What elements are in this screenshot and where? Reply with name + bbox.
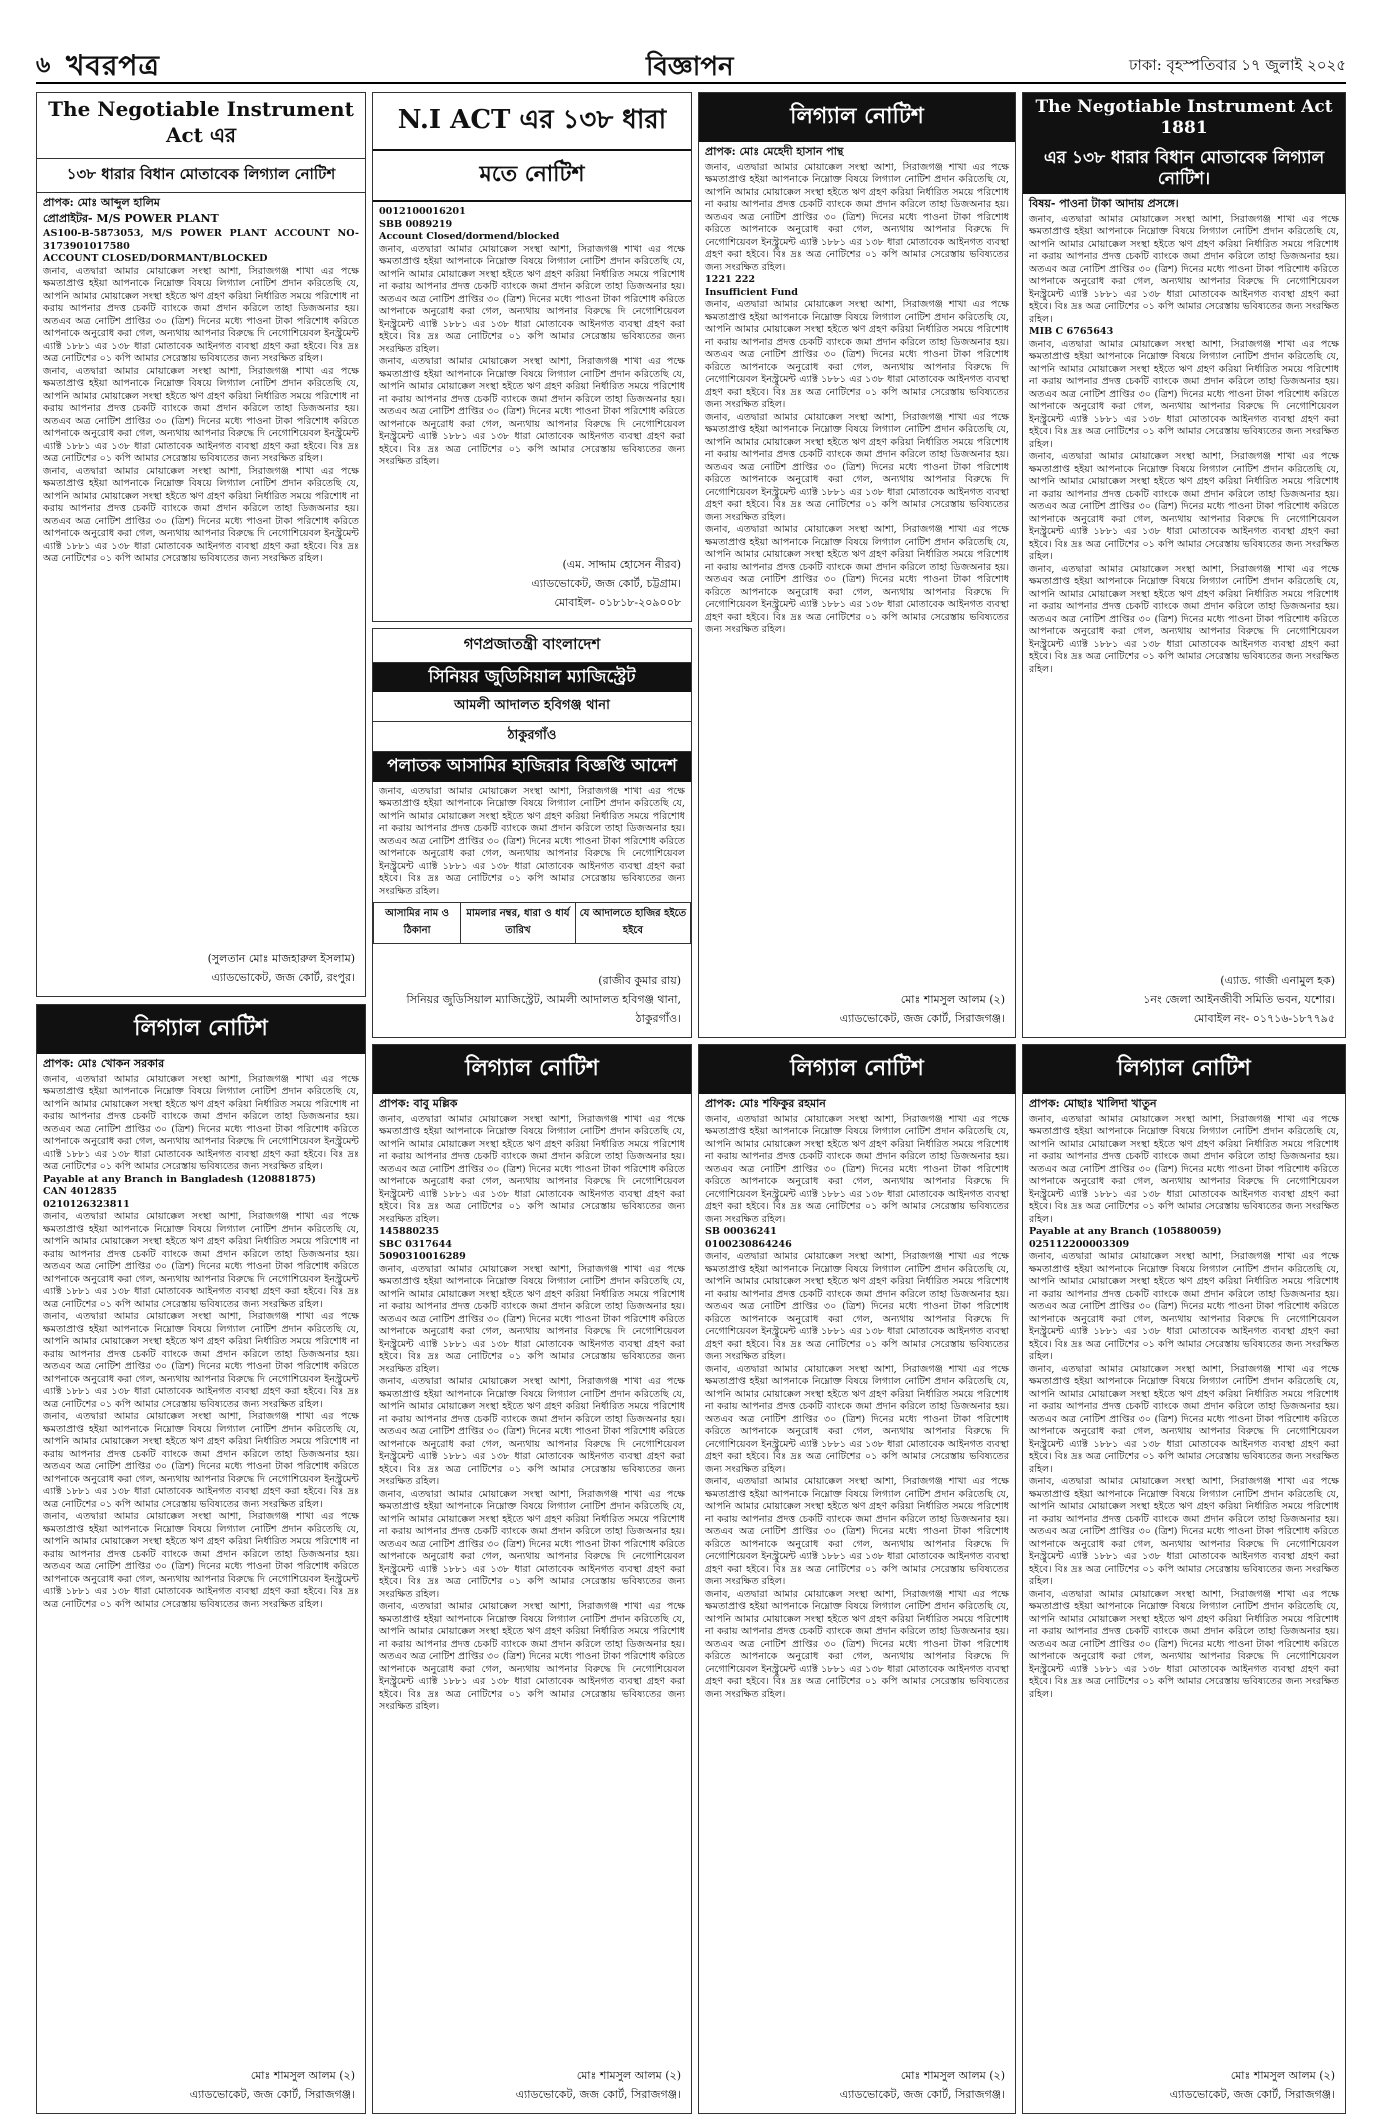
table-header: যে আদালতে হাজির হইতে হইবে	[575, 903, 690, 944]
publication-date: ঢাকা: বৃহস্পতিবার ১৭ জুলাই ২০২৫	[1129, 56, 1346, 74]
notice-body: প্রাপক: মোছাঃ খালিদা খাতুন জনাব, এতদ্বারা আমার মোয়াক্কেল সংস্থা আশা, সিরাজগঞ্জ শাখা এর পক্ষে ক্ষমতাপ্রাপ্ত হইয়া আপনাকে নিম্নোক্ত বিষয়ে লিগ্যাল নোটিশ প্রদান করিতেছি যে, আপনি আমার মোয়াক্কেল সংস্থা হইতে ঋণ গ্রহণ করিয়া নির্ধারিত সময়ে পরিশোধ না করায় আপনার প্রদত্ত চেকটি ব্যাংকে জমা প্রদান করিলে তাহা ডিজঅনার হয়। অতএব অত্র নোটিশ প্রাপ্তির ৩০ (ত্রিশ) দিনের মধ্যে পাওনা টাকা পরিশোধ করিতে আপনাকে অনুরোধ করা গেল, অন্যথায় আপনার বিরুদ্ধে দি নেগোশিয়েবল ইনস্ট্রুমেন্ট এ্যাক্ট ১৮৮১ এর ১৩৮ ধারা মোতাবেক আইনগত ব্যবস্থা গ্রহণ করা হইবে। বিঃ দ্রঃ অত্র নোটিশের ০১ কপি আমার সেরেস্তায় ভবিষ্যতের জন্য সংরক্ষিত রহিল। Payable at any Branch (105880059) 025112200003309 জনাব, এতদ্বারা আমার মোয়াক্কেল সংস্থা আশা, সিরাজগঞ্জ শাখা এর পক্ষে ক্ষমতাপ্রাপ্ত হইয়া আপনাকে নিম্নোক্ত বিষয়ে লিগ্যাল নোটিশ প্রদান করিতেছি যে, আপনি আমার মোয়াক্কেল সংস্থা হইতে ঋণ গ্রহণ করিয়া নির্ধারিত সময়ে পরিশোধ না করায় আপনার প্রদত্ত চেকটি ব্যাংকে জমা প্রদান করিলে তাহা ডিজঅনার হয়। অতএব অত্র নোটিশ প্রাপ্তির ৩০ (ত্রিশ) দিনের মধ্যে পাওনা টাকা পরিশোধ করিতে আপনাকে অনুরোধ করা গেল, অন্যথায় আপনার বিরুদ্ধে দি নেগোশিয়েবল ইনস্ট্রুমেন্ট এ্যাক্ট ১৮৮১ এর ১৩৮ ধারা মোতাবেক আইনগত ব্যবস্থা গ্রহণ করা হইবে। বিঃ দ্রঃ অত্র নোটিশের ০১ কপি আমার সেরেস্তায় ভবিষ্যতের জন্য সংরক্ষিত রহিল। জনাব, এতদ্বারা আমার মোয়াক্কেল সংস্থা আশা, সিরাজগঞ্জ শাখা এর পক্ষে ক্ষমতাপ্রাপ্ত হইয়া আপনাকে নিম্নোক্ত বিষয়ে লিগ্যাল নোটিশ প্রদান করিতেছি যে, আপনি আমার মোয়াক্কেল সংস্থা হইতে ঋণ গ্রহণ করিয়া নির্ধারিত সময়ে পরিশোধ না করায় আপনার প্রদত্ত চেকটি ব্যাংকে জমা প্রদান করিলে তাহা ডিজঅনার হয়। অতএব অত্র নোটিশ প্রাপ্তির ৩০ (ত্রিশ) দিনের মধ্যে পাওনা টাকা পরিশোধ করিতে আপনাকে অনুরোধ করা গেল, অন্যথায় আপনার বিরুদ্ধে দি নেগোশিয়েবল ইনস্ট্রুমেন্ট এ্যাক্ট ১৮৮১ এর ১৩৮ ধারা মোতাবেক আইনগত ব্যবস্থা গ্রহণ করা হইবে। বিঃ দ্রঃ অত্র নোটিশের ০১ কপি আমার সেরেস্তায় ভবিষ্যতের জন্য সংরক্ষিত রহিল। জনাব, এতদ্বারা আমার মোয়াক্কেল সংস্থা আশা, সিরাজগঞ্জ শাখা এর পক্ষে ক্ষমতাপ্রাপ্ত হইয়া আপনাকে নিম্নোক্ত বিষয়ে লিগ্যাল নোটিশ প্রদান করিতেছি যে, আপনি আমার মোয়াক্কেল সংস্থা হইতে ঋণ গ্রহণ করিয়া নির্ধারিত সময়ে পরিশোধ না করায় আপনার প্রদত্ত চেকটি ব্যাংকে জমা প্রদান করিলে তাহা ডিজঅনার হয়। অতএব অত্র নোটিশ প্রাপ্তির ৩০ (ত্রিশ) দিনের মধ্যে পাওনা টাকা পরিশোধ করিতে আপনাকে অনুরোধ করা গেল, অন্যথায় আপনার বিরুদ্ধে দি নেগোশিয়েবল ইনস্ট্রুমেন্ট এ্যাক্ট ১৮৮১ এর ১৩৮ ধারা মোতাবেক আইনগত ব্যবস্থা গ্রহণ করা হইবে। বিঃ দ্রঃ অত্র নোটিশের ০১ কপি আমার সেরেস্তায় ভবিষ্যতের জন্য সংরক্ষিত রহিল। জনাব, এতদ্বারা আমার মোয়াক্কেল সংস্থা আশা, সিরাজগঞ্জ শাখা এর পক্ষে ক্ষমতাপ্রাপ্ত হইয়া আপনাকে নিম্নোক্ত বিষয়ে লিগ্যাল নোটিশ প্রদান করিতেছি যে, আপনি আমার মোয়াক্কেল সংস্থা হইতে ঋণ গ্রহণ করিয়া নির্ধারিত সময়ে পরিশোধ না করায় আপনার প্রদত্ত চেকটি ব্যাংকে জমা প্রদান করিলে তাহা ডিজঅনার হয়। অতএব অত্র নোটিশ প্রাপ্তির ৩০ (ত্রিশ) দিনের মধ্যে পাওনা টাকা পরিশোধ করিতে আপনাকে অনুরোধ করা গেল, অন্যথায় আপনার বিরুদ্ধে দি নেগোশিয়েবল ইনস্ট্রুমেন্ট এ্যাক্ট ১৮৮১ এর ১৩৮ ধারা মোতাবেক আইনগত ব্যবস্থা গ্রহণ করা হইবে। বিঃ দ্রঃ অত্র নোটিশের ০১ কপি আমার সেরেস্তায় ভবিষ্যতের জন্য সংরক্ষিত রহিল।	[1029, 1097, 1339, 1700]
notice-title-bn: এর ১৩৮ ধারার বিধান মোতাবেক লিগ্যাল নোটিশ।	[1023, 144, 1345, 195]
table-header: আসামির নাম ও ঠিকানা	[374, 903, 461, 944]
notice-signature: (সুলতান মোঃ মাজহারুল ইসলাম) এ্যাডভোকেট, জজ কোর্ট, রংপুর।	[207, 952, 355, 984]
legal-notice-mid-center	[372, 1044, 692, 2114]
notice-banner: লিগ্যাল নোটিশ	[699, 93, 1015, 142]
court-title-5: পলাতক আসামির হাজিরার বিজ্ঞপ্তি আদেশ	[373, 752, 691, 781]
court-table	[373, 902, 691, 944]
notice-banner: লিগ্যাল নোটিশ	[373, 1045, 691, 1094]
notice-title-en: The Negotiable Instrument Act এর	[37, 93, 365, 159]
notice-ni-act-2	[372, 92, 692, 622]
legal-notice-top-right	[698, 92, 1016, 1038]
notice-signature: মোঃ শামসুল আলম (২) এ্যাডভোকেট, জজ কোর্ট, সিরাজগঞ্জ।	[839, 993, 1005, 1025]
notice-body: প্রাপক: মোঃ শফিকুর রহমান জনাব, এতদ্বারা আমার মোয়াক্কেল সংস্থা আশা, সিরাজগঞ্জ শাখা এর পক্ষে ক্ষমতাপ্রাপ্ত হইয়া আপনাকে নিম্নোক্ত বিষয়ে লিগ্যাল নোটিশ প্রদান করিতেছি যে, আপনি আমার মোয়াক্কেল সংস্থা হইতে ঋণ গ্রহণ করিয়া নির্ধারিত সময়ে পরিশোধ না করায় আপনার প্রদত্ত চেকটি ব্যাংকে জমা প্রদান করিলে তাহা ডিজঅনার হয়। অতএব অত্র নোটিশ প্রাপ্তির ৩০ (ত্রিশ) দিনের মধ্যে পাওনা টাকা পরিশোধ করিতে আপনাকে অনুরোধ করা গেল, অন্যথায় আপনার বিরুদ্ধে দি নেগোশিয়েবল ইনস্ট্রুমেন্ট এ্যাক্ট ১৮৮১ এর ১৩৮ ধারা মোতাবেক আইনগত ব্যবস্থা গ্রহণ করা হইবে। বিঃ দ্রঃ অত্র নোটিশের ০১ কপি আমার সেরেস্তায় ভবিষ্যতের জন্য সংরক্ষিত রহিল। SB 00036241 0100230864246 জনাব, এতদ্বারা আমার মোয়াক্কেল সংস্থা আশা, সিরাজগঞ্জ শাখা এর পক্ষে ক্ষমতাপ্রাপ্ত হইয়া আপনাকে নিম্নোক্ত বিষয়ে লিগ্যাল নোটিশ প্রদান করিতেছি যে, আপনি আমার মোয়াক্কেল সংস্থা হইতে ঋণ গ্রহণ করিয়া নির্ধারিত সময়ে পরিশোধ না করায় আপনার প্রদত্ত চেকটি ব্যাংকে জমা প্রদান করিলে তাহা ডিজঅনার হয়। অতএব অত্র নোটিশ প্রাপ্তির ৩০ (ত্রিশ) দিনের মধ্যে পাওনা টাকা পরিশোধ করিতে আপনাকে অনুরোধ করা গেল, অন্যথায় আপনার বিরুদ্ধে দি নেগোশিয়েবল ইনস্ট্রুমেন্ট এ্যাক্ট ১৮৮১ এর ১৩৮ ধারা মোতাবেক আইনগত ব্যবস্থা গ্রহণ করা হইবে। বিঃ দ্রঃ অত্র নোটিশের ০১ কপি আমার সেরেস্তায় ভবিষ্যতের জন্য সংরক্ষিত রহিল। জনাব, এতদ্বারা আমার মোয়াক্কেল সংস্থা আশা, সিরাজগঞ্জ শাখা এর পক্ষে ক্ষমতাপ্রাপ্ত হইয়া আপনাকে নিম্নোক্ত বিষয়ে লিগ্যাল নোটিশ প্রদান করিতেছি যে, আপনি আমার মোয়াক্কেল সংস্থা হইতে ঋণ গ্রহণ করিয়া নির্ধারিত সময়ে পরিশোধ না করায় আপনার প্রদত্ত চেকটি ব্যাংকে জমা প্রদান করিলে তাহা ডিজঅনার হয়। অতএব অত্র নোটিশ প্রাপ্তির ৩০ (ত্রিশ) দিনের মধ্যে পাওনা টাকা পরিশোধ করিতে আপনাকে অনুরোধ করা গেল, অন্যথায় আপনার বিরুদ্ধে দি নেগোশিয়েবল ইনস্ট্রুমেন্ট এ্যাক্ট ১৮৮১ এর ১৩৮ ধারা মোতাবেক আইনগত ব্যবস্থা গ্রহণ করা হইবে। বিঃ দ্রঃ অত্র নোটিশের ০১ কপি আমার সেরেস্তায় ভবিষ্যতের জন্য সংরক্ষিত রহিল। জনাব, এতদ্বারা আমার মোয়াক্কেল সংস্থা আশা, সিরাজগঞ্জ শাখা এর পক্ষে ক্ষমতাপ্রাপ্ত হইয়া আপনাকে নিম্নোক্ত বিষয়ে লিগ্যাল নোটিশ প্রদান করিতেছি যে, আপনি আমার মোয়াক্কেল সংস্থা হইতে ঋণ গ্রহণ করিয়া নির্ধারিত সময়ে পরিশোধ না করায় আপনার প্রদত্ত চেকটি ব্যাংকে জমা প্রদান করিলে তাহা ডিজঅনার হয়। অতএব অত্র নোটিশ প্রাপ্তির ৩০ (ত্রিশ) দিনের মধ্যে পাওনা টাকা পরিশোধ করিতে আপনাকে অনুরোধ করা গেল, অন্যথায় আপনার বিরুদ্ধে দি নেগোশিয়েবল ইনস্ট্রুমেন্ট এ্যাক্ট ১৮৮১ এর ১৩৮ ধারা মোতাবেক আইনগত ব্যবস্থা গ্রহণ করা হইবে। বিঃ দ্রঃ অত্র নোটিশের ০১ কপি আমার সেরেস্তায় ভবিষ্যতের জন্য সংরক্ষিত রহিল। জনাব, এতদ্বারা আমার মোয়াক্কেল সংস্থা আশা, সিরাজগঞ্জ শাখা এর পক্ষে ক্ষমতাপ্রাপ্ত হইয়া আপনাকে নিম্নোক্ত বিষয়ে লিগ্যাল নোটিশ প্রদান করিতেছি যে, আপনি আমার মোয়াক্কেল সংস্থা হইতে ঋণ গ্রহণ করিয়া নির্ধারিত সময়ে পরিশোধ না করায় আপনার প্রদত্ত চেকটি ব্যাংকে জমা প্রদান করিলে তাহা ডিজঅনার হয়। অতএব অত্র নোটিশ প্রাপ্তির ৩০ (ত্রিশ) দিনের মধ্যে পাওনা টাকা পরিশোধ করিতে আপনাকে অনুরোধ করা গেল, অন্যথায় আপনার বিরুদ্ধে দি নেগোশিয়েবল ইনস্ট্রুমেন্ট এ্যাক্ট ১৮৮১ এর ১৩৮ ধারা মোতাবেক আইনগত ব্যবস্থা গ্রহণ করা হইবে। বিঃ দ্রঃ অত্র নোটিশের ০১ কপি আমার সেরেস্তায় ভবিষ্যতের জন্য সংরক্ষিত রহিল।	[705, 1097, 1009, 1700]
notice-title-main: N.I ACT এর ১৩৮ ধারা	[373, 93, 691, 151]
notice-title-en: The Negotiable Instrument Act 1881	[1023, 93, 1345, 144]
legal-notice-mid-right1	[698, 1044, 1016, 2114]
notice-banner: লিগ্যাল নোটিশ	[37, 1005, 365, 1054]
notice-signature: (এম. সাদ্দাম হোসেন নীরব) এ্যাডভোকেট, জজ কোর্ট, চট্টগ্রাম। মোবাইল- ০১৮১৮-২০৯০০৮	[531, 558, 681, 609]
page-header	[36, 44, 1346, 84]
legal-notice-mid-right2	[1022, 1044, 1346, 2114]
notice-body: প্রাপক: মোঃ মেহেদী হাসান পান্থ জনাব, এতদ্বারা আমার মোয়াক্কেল সংস্থা আশা, সিরাজগঞ্জ শাখা এর পক্ষে ক্ষমতাপ্রাপ্ত হইয়া আপনাকে নিম্নোক্ত বিষয়ে লিগ্যাল নোটিশ প্রদান করিতেছি যে, আপনি আমার মোয়াক্কেল সংস্থা হইতে ঋণ গ্রহণ করিয়া নির্ধারিত সময়ে পরিশোধ না করায় আপনার প্রদত্ত চেকটি ব্যাংকে জমা প্রদান করিলে তাহা ডিজঅনার হয়। অতএব অত্র নোটিশ প্রাপ্তির ৩০ (ত্রিশ) দিনের মধ্যে পাওনা টাকা পরিশোধ করিতে আপনাকে অনুরোধ করা গেল, অন্যথায় আপনার বিরুদ্ধে দি নেগোশিয়েবল ইনস্ট্রুমেন্ট এ্যাক্ট ১৮৮১ এর ১৩৮ ধারা মোতাবেক আইনগত ব্যবস্থা গ্রহণ করা হইবে। বিঃ দ্রঃ অত্র নোটিশের ০১ কপি আমার সেরেস্তায় ভবিষ্যতের জন্য সংরক্ষিত রহিল। 1221 222 Insufficient Fund জনাব, এতদ্বারা আমার মোয়াক্কেল সংস্থা আশা, সিরাজগঞ্জ শাখা এর পক্ষে ক্ষমতাপ্রাপ্ত হইয়া আপনাকে নিম্নোক্ত বিষয়ে লিগ্যাল নোটিশ প্রদান করিতেছি যে, আপনি আমার মোয়াক্কেল সংস্থা হইতে ঋণ গ্রহণ করিয়া নির্ধারিত সময়ে পরিশোধ না করায় আপনার প্রদত্ত চেকটি ব্যাংকে জমা প্রদান করিলে তাহা ডিজঅনার হয়। অতএব অত্র নোটিশ প্রাপ্তির ৩০ (ত্রিশ) দিনের মধ্যে পাওনা টাকা পরিশোধ করিতে আপনাকে অনুরোধ করা গেল, অন্যথায় আপনার বিরুদ্ধে দি নেগোশিয়েবল ইনস্ট্রুমেন্ট এ্যাক্ট ১৮৮১ এর ১৩৮ ধারা মোতাবেক আইনগত ব্যবস্থা গ্রহণ করা হইবে। বিঃ দ্রঃ অত্র নোটিশের ০১ কপি আমার সেরেস্তায় ভবিষ্যতের জন্য সংরক্ষিত রহিল। জনাব, এতদ্বারা আমার মোয়াক্কেল সংস্থা আশা, সিরাজগঞ্জ শাখা এর পক্ষে ক্ষমতাপ্রাপ্ত হইয়া আপনাকে নিম্নোক্ত বিষয়ে লিগ্যাল নোটিশ প্রদান করিতেছি যে, আপনি আমার মোয়াক্কেল সংস্থা হইতে ঋণ গ্রহণ করিয়া নির্ধারিত সময়ে পরিশোধ না করায় আপনার প্রদত্ত চেকটি ব্যাংকে জমা প্রদান করিলে তাহা ডিজঅনার হয়। অতএব অত্র নোটিশ প্রাপ্তির ৩০ (ত্রিশ) দিনের মধ্যে পাওনা টাকা পরিশোধ করিতে আপনাকে অনুরোধ করা গেল, অন্যথায় আপনার বিরুদ্ধে দি নেগোশিয়েবল ইনস্ট্রুমেন্ট এ্যাক্ট ১৮৮১ এর ১৩৮ ধারা মোতাবেক আইনগত ব্যবস্থা গ্রহণ করা হইবে। বিঃ দ্রঃ অত্র নোটিশের ০১ কপি আমার সেরেস্তায় ভবিষ্যতের জন্য সংরক্ষিত রহিল। জনাব, এতদ্বারা আমার মোয়াক্কেল সংস্থা আশা, সিরাজগঞ্জ শাখা এর পক্ষে ক্ষমতাপ্রাপ্ত হইয়া আপনাকে নিম্নোক্ত বিষয়ে লিগ্যাল নোটিশ প্রদান করিতেছি যে, আপনি আমার মোয়াক্কেল সংস্থা হইতে ঋণ গ্রহণ করিয়া নির্ধারিত সময়ে পরিশোধ না করায় আপনার প্রদত্ত চেকটি ব্যাংকে জমা প্রদান করিলে তাহা ডিজঅনার হয়। অতএব অত্র নোটিশ প্রাপ্তির ৩০ (ত্রিশ) দিনের মধ্যে পাওনা টাকা পরিশোধ করিতে আপনাকে অনুরোধ করা গেল, অন্যথায় আপনার বিরুদ্ধে দি নেগোশিয়েবল ইনস্ট্রুমেন্ট এ্যাক্ট ১৮৮১ এর ১৩৮ ধারা মোতাবেক আইনগত ব্যবস্থা গ্রহণ করা হইবে। বিঃ দ্রঃ অত্র নোটিশের ০১ কপি আমার সেরেস্তায় ভবিষ্যতের জন্য সংরক্ষিত রহিল।	[705, 145, 1009, 635]
newspaper-logo: খবরপত্র	[66, 49, 160, 82]
notice-title-sub: মতে নোটিশ	[373, 151, 691, 202]
notice-body: বিষয়- পাওনা টাকা আদায় প্রসঙ্গে। জনাব, এতদ্বারা আমার মোয়াক্কেল সংস্থা আশা, সিরাজগঞ্জ শাখা এর পক্ষে ক্ষমতাপ্রাপ্ত হইয়া আপনাকে নিম্নোক্ত বিষয়ে লিগ্যাল নোটিশ প্রদান করিতেছি যে, আপনি আমার মোয়াক্কেল সংস্থা হইতে ঋণ গ্রহণ করিয়া নির্ধারিত সময়ে পরিশোধ না করায় আপনার প্রদত্ত চেকটি ব্যাংকে জমা প্রদান করিলে তাহা ডিজঅনার হয়। অতএব অত্র নোটিশ প্রাপ্তির ৩০ (ত্রিশ) দিনের মধ্যে পাওনা টাকা পরিশোধ করিতে আপনাকে অনুরোধ করা গেল, অন্যথায় আপনার বিরুদ্ধে দি নেগোশিয়েবল ইনস্ট্রুমেন্ট এ্যাক্ট ১৮৮১ এর ১৩৮ ধারা মোতাবেক আইনগত ব্যবস্থা গ্রহণ করা হইবে। বিঃ দ্রঃ অত্র নোটিশের ০১ কপি আমার সেরেস্তায় ভবিষ্যতের জন্য সংরক্ষিত রহিল। MIB C 6765643 জনাব, এতদ্বারা আমার মোয়াক্কেল সংস্থা আশা, সিরাজগঞ্জ শাখা এর পক্ষে ক্ষমতাপ্রাপ্ত হইয়া আপনাকে নিম্নোক্ত বিষয়ে লিগ্যাল নোটিশ প্রদান করিতেছি যে, আপনি আমার মোয়াক্কেল সংস্থা হইতে ঋণ গ্রহণ করিয়া নির্ধারিত সময়ে পরিশোধ না করায় আপনার প্রদত্ত চেকটি ব্যাংকে জমা প্রদান করিলে তাহা ডিজঅনার হয়। অতএব অত্র নোটিশ প্রাপ্তির ৩০ (ত্রিশ) দিনের মধ্যে পাওনা টাকা পরিশোধ করিতে আপনাকে অনুরোধ করা গেল, অন্যথায় আপনার বিরুদ্ধে দি নেগোশিয়েবল ইনস্ট্রুমেন্ট এ্যাক্ট ১৮৮১ এর ১৩৮ ধারা মোতাবেক আইনগত ব্যবস্থা গ্রহণ করা হইবে। বিঃ দ্রঃ অত্র নোটিশের ০১ কপি আমার সেরেস্তায় ভবিষ্যতের জন্য সংরক্ষিত রহিল। জনাব, এতদ্বারা আমার মোয়াক্কেল সংস্থা আশা, সিরাজগঞ্জ শাখা এর পক্ষে ক্ষমতাপ্রাপ্ত হইয়া আপনাকে নিম্নোক্ত বিষয়ে লিগ্যাল নোটিশ প্রদান করিতেছি যে, আপনি আমার মোয়াক্কেল সংস্থা হইতে ঋণ গ্রহণ করিয়া নির্ধারিত সময়ে পরিশোধ না করায় আপনার প্রদত্ত চেকটি ব্যাংকে জমা প্রদান করিলে তাহা ডিজঅনার হয়। অতএব অত্র নোটিশ প্রাপ্তির ৩০ (ত্রিশ) দিনের মধ্যে পাওনা টাকা পরিশোধ করিতে আপনাকে অনুরোধ করা গেল, অন্যথায় আপনার বিরুদ্ধে দি নেগোশিয়েবল ইনস্ট্রুমেন্ট এ্যাক্ট ১৮৮১ এর ১৩৮ ধারা মোতাবেক আইনগত ব্যবস্থা গ্রহণ করা হইবে। বিঃ দ্রঃ অত্র নোটিশের ০১ কপি আমার সেরেস্তায় ভবিষ্যতের জন্য সংরক্ষিত রহিল। জনাব, এতদ্বারা আমার মোয়াক্কেল সংস্থা আশা, সিরাজগঞ্জ শাখা এর পক্ষে ক্ষমতাপ্রাপ্ত হইয়া আপনাকে নিম্নোক্ত বিষয়ে লিগ্যাল নোটিশ প্রদান করিতেছি যে, আপনি আমার মোয়াক্কেল সংস্থা হইতে ঋণ গ্রহণ করিয়া নির্ধারিত সময়ে পরিশোধ না করায় আপনার প্রদত্ত চেকটি ব্যাংকে জমা প্রদান করিলে তাহা ডিজঅনার হয়। অতএব অত্র নোটিশ প্রাপ্তির ৩০ (ত্রিশ) দিনের মধ্যে পাওনা টাকা পরিশোধ করিতে আপনাকে অনুরোধ করা গেল, অন্যথায় আপনার বিরুদ্ধে দি নেগোশিয়েবল ইনস্ট্রুমেন্ট এ্যাক্ট ১৮৮১ এর ১৩৮ ধারা মোতাবেক আইনগত ব্যবস্থা গ্রহণ করা হইবে। বিঃ দ্রঃ অত্র নোটিশের ০১ কপি আমার সেরেস্তায় ভবিষ্যতের জন্য সংরক্ষিত রহিল।	[1029, 197, 1339, 675]
court-title-1: গণপ্রজাতন্ত্রী বাংলাদেশ	[373, 629, 691, 663]
notice-ni-act-1881	[1022, 92, 1346, 1038]
court-order: গণপ্রজাতন্ত্রী বাংলাদেশ সিনিয়র জুডিসিয়াল ম্যাজিস্ট্রেট আমলী আদালত হবিগঞ্জ থানা ঠাকুরগাঁও পলাতক আসামির হাজিরার বিজ্ঞপ্তি আদেশ জনাব, এতদ্বারা আমার মোয়াক্কেল সংস্থা আশা, সিরাজগঞ্জ শাখা এর পক্ষে ক্ষমতাপ্রাপ্ত হইয়া আপনাকে নিম্নোক্ত বিষয়ে লিগ্যাল নোটিশ প্রদান করিতেছি যে, আপনি আমার মোয়াক্কেল সংস্থা হইতে ঋণ গ্রহণ করিয়া নির্ধারিত সময়ে পরিশোধ না করায় আপনার প্রদত্ত চেকটি ব্যাংকে জমা প্রদান করিলে তাহা ডিজঅনার হয়। অতএব অত্র নোটিশ প্রাপ্তির ৩০ (ত্রিশ) দিনের মধ্যে পাওনা টাকা পরিশোধ করিতে আপনাকে অনুরোধ করা গেল, অন্যথায় আপনার বিরুদ্ধে দি নেগোশিয়েবল ইনস্ট্রুমেন্ট এ্যাক্ট ১৮৮১ এর ১৩৮ ধারা মোতাবেক আইনগত ব্যবস্থা গ্রহণ করা হইবে। বিঃ দ্রঃ অত্র নোটিশের ০১ কপি আমার সেরেস্তায় ভবিষ্যতের জন্য সংরক্ষিত রহিল। আসামির নাম ও ঠিকানা মামলার নম্বর, ধারা ও ধার্য তারিখ যে আদালতে হাজির হইতে হইবে (রাজীব কুমার রায়) সিনিয়র জুডিসিয়াল ম্যাজিস্ট্রেট, আমলী আদালত হবিগঞ্জ থানা, ঠাকুরগাঁও।	[372, 628, 692, 1038]
notice-signature: মোঃ শামসুল আলম (২) এ্যাডভোকেট, জজ কোর্ট, সিরাজগঞ্জ।	[1169, 2069, 1335, 2101]
page-number: ৬	[36, 52, 51, 78]
court-signature: (রাজীব কুমার রায়) সিনিয়র জুডিসিয়াল ম্যাজিস্ট্রেট, আমলী আদালত হবিগঞ্জ থানা, ঠাকুরগাঁও।	[406, 974, 681, 1025]
notice-body: 0012100016201 SBB 0089219 Account Closed/dormend/blocked জনাব, এতদ্বারা আমার মোয়াক্কেল সংস্থা আশা, সিরাজগঞ্জ শাখা এর পক্ষে ক্ষমতাপ্রাপ্ত হইয়া আপনাকে নিম্নোক্ত বিষয়ে লিগ্যাল নোটিশ প্রদান করিতেছি যে, আপনি আমার মোয়াক্কেল সংস্থা হইতে ঋণ গ্রহণ করিয়া নির্ধারিত সময়ে পরিশোধ না করায় আপনার প্রদত্ত চেকটি ব্যাংকে জমা প্রদান করিলে তাহা ডিজঅনার হয়। অতএব অত্র নোটিশ প্রাপ্তির ৩০ (ত্রিশ) দিনের মধ্যে পাওনা টাকা পরিশোধ করিতে আপনাকে অনুরোধ করা গেল, অন্যথায় আপনার বিরুদ্ধে দি নেগোশিয়েবল ইনস্ট্রুমেন্ট এ্যাক্ট ১৮৮১ এর ১৩৮ ধারা মোতাবেক আইনগত ব্যবস্থা গ্রহণ করা হইবে। বিঃ দ্রঃ অত্র নোটিশের ০১ কপি আমার সেরেস্তায় ভবিষ্যতের জন্য সংরক্ষিত রহিল। জনাব, এতদ্বারা আমার মোয়াক্কেল সংস্থা আশা, সিরাজগঞ্জ শাখা এর পক্ষে ক্ষমতাপ্রাপ্ত হইয়া আপনাকে নিম্নোক্ত বিষয়ে লিগ্যাল নোটিশ প্রদান করিতেছি যে, আপনি আমার মোয়াক্কেল সংস্থা হইতে ঋণ গ্রহণ করিয়া নির্ধারিত সময়ে পরিশোধ না করায় আপনার প্রদত্ত চেকটি ব্যাংকে জমা প্রদান করিলে তাহা ডিজঅনার হয়। অতএব অত্র নোটিশ প্রাপ্তির ৩০ (ত্রিশ) দিনের মধ্যে পাওনা টাকা পরিশোধ করিতে আপনাকে অনুরোধ করা গেল, অন্যথায় আপনার বিরুদ্ধে দি নেগোশিয়েবল ইনস্ট্রুমেন্ট এ্যাক্ট ১৮৮১ এর ১৩৮ ধারা মোতাবেক আইনগত ব্যবস্থা গ্রহণ করা হইবে। বিঃ দ্রঃ অত্র নোটিশের ০১ কপি আমার সেরেস্তায় ভবিষ্যতের জন্য সংরক্ষিত রহিল।	[379, 206, 685, 467]
notice-body: প্রাপক: মোঃ আব্দুল হালিম প্রোপ্রাইটর- M/S POWER PLANT AS100-B-5873053, M/S POWER PLANT ACCOUNT NO-3173901017580 ACCOUNT CLOSED/DORMANT/BLOCKED জনাব, এতদ্বারা আমার মোয়াক্কেল সংস্থা আশা, সিরাজগঞ্জ শাখা এর পক্ষে ক্ষমতাপ্রাপ্ত হইয়া আপনাকে নিম্নোক্ত বিষয়ে লিগ্যাল নোটিশ প্রদান করিতেছি যে, আপনি আমার মোয়াক্কেল সংস্থা হইতে ঋণ গ্রহণ করিয়া নির্ধারিত সময়ে পরিশোধ না করায় আপনার প্রদত্ত চেকটি ব্যাংকে জমা প্রদান করিলে তাহা ডিজঅনার হয়। অতএব অত্র নোটিশ প্রাপ্তির ৩০ (ত্রিশ) দিনের মধ্যে পাওনা টাকা পরিশোধ করিতে আপনাকে অনুরোধ করা গেল, অন্যথায় আপনার বিরুদ্ধে দি নেগোশিয়েবল ইনস্ট্রুমেন্ট এ্যাক্ট ১৮৮১ এর ১৩৮ ধারা মোতাবেক আইনগত ব্যবস্থা গ্রহণ করা হইবে। বিঃ দ্রঃ অত্র নোটিশের ০১ কপি আমার সেরেস্তায় ভবিষ্যতের জন্য সংরক্ষিত রহিল। জনাব, এতদ্বারা আমার মোয়াক্কেল সংস্থা আশা, সিরাজগঞ্জ শাখা এর পক্ষে ক্ষমতাপ্রাপ্ত হইয়া আপনাকে নিম্নোক্ত বিষয়ে লিগ্যাল নোটিশ প্রদান করিতেছি যে, আপনি আমার মোয়াক্কেল সংস্থা হইতে ঋণ গ্রহণ করিয়া নির্ধারিত সময়ে পরিশোধ না করায় আপনার প্রদত্ত চেকটি ব্যাংকে জমা প্রদান করিলে তাহা ডিজঅনার হয়। অতএব অত্র নোটিশ প্রাপ্তির ৩০ (ত্রিশ) দিনের মধ্যে পাওনা টাকা পরিশোধ করিতে আপনাকে অনুরোধ করা গেল, অন্যথায় আপনার বিরুদ্ধে দি নেগোশিয়েবল ইনস্ট্রুমেন্ট এ্যাক্ট ১৮৮১ এর ১৩৮ ধারা মোতাবেক আইনগত ব্যবস্থা গ্রহণ করা হইবে। বিঃ দ্রঃ অত্র নোটিশের ০১ কপি আমার সেরেস্তায় ভবিষ্যতের জন্য সংরক্ষিত রহিল। জনাব, এতদ্বারা আমার মোয়াক্কেল সংস্থা আশা, সিরাজগঞ্জ শাখা এর পক্ষে ক্ষমতাপ্রাপ্ত হইয়া আপনাকে নিম্নোক্ত বিষয়ে লিগ্যাল নোটিশ প্রদান করিতেছি যে, আপনি আমার মোয়াক্কেল সংস্থা হইতে ঋণ গ্রহণ করিয়া নির্ধারিত সময়ে পরিশোধ না করায় আপনার প্রদত্ত চেকটি ব্যাংকে জমা প্রদান করিলে তাহা ডিজঅনার হয়। অতএব অত্র নোটিশ প্রাপ্তির ৩০ (ত্রিশ) দিনের মধ্যে পাওনা টাকা পরিশোধ করিতে আপনাকে অনুরোধ করা গেল, অন্যথায় আপনার বিরুদ্ধে দি নেগোশিয়েবল ইনস্ট্রুমেন্ট এ্যাক্ট ১৮৮১ এর ১৩৮ ধারা মোতাবেক আইনগত ব্যবস্থা গ্রহণ করা হইবে। বিঃ দ্রঃ অত্র নোটিশের ০১ কপি আমার সেরেস্তায় ভবিষ্যতের জন্য সংরক্ষিত রহিল।	[43, 196, 359, 564]
court-title-3: আমলী আদালত হবিগঞ্জ থানা	[373, 692, 691, 722]
notice-banner: লিগ্যাল নোটিশ	[1023, 1045, 1345, 1094]
notice-signature: মোঃ শামসুল আলম (২) এ্যাডভোকেট, জজ কোর্ট, সিরাজগঞ্জ।	[515, 2069, 681, 2101]
notice-body: প্রাপক: বাবু মল্লিক জনাব, এতদ্বারা আমার মোয়াক্কেল সংস্থা আশা, সিরাজগঞ্জ শাখা এর পক্ষে ক্ষমতাপ্রাপ্ত হইয়া আপনাকে নিম্নোক্ত বিষয়ে লিগ্যাল নোটিশ প্রদান করিতেছি যে, আপনি আমার মোয়াক্কেল সংস্থা হইতে ঋণ গ্রহণ করিয়া নির্ধারিত সময়ে পরিশোধ না করায় আপনার প্রদত্ত চেকটি ব্যাংকে জমা প্রদান করিলে তাহা ডিজঅনার হয়। অতএব অত্র নোটিশ প্রাপ্তির ৩০ (ত্রিশ) দিনের মধ্যে পাওনা টাকা পরিশোধ করিতে আপনাকে অনুরোধ করা গেল, অন্যথায় আপনার বিরুদ্ধে দি নেগোশিয়েবল ইনস্ট্রুমেন্ট এ্যাক্ট ১৮৮১ এর ১৩৮ ধারা মোতাবেক আইনগত ব্যবস্থা গ্রহণ করা হইবে। বিঃ দ্রঃ অত্র নোটিশের ০১ কপি আমার সেরেস্তায় ভবিষ্যতের জন্য সংরক্ষিত রহিল। 145880235 SBC 0317644 5090310016289 জনাব, এতদ্বারা আমার মোয়াক্কেল সংস্থা আশা, সিরাজগঞ্জ শাখা এর পক্ষে ক্ষমতাপ্রাপ্ত হইয়া আপনাকে নিম্নোক্ত বিষয়ে লিগ্যাল নোটিশ প্রদান করিতেছি যে, আপনি আমার মোয়াক্কেল সংস্থা হইতে ঋণ গ্রহণ করিয়া নির্ধারিত সময়ে পরিশোধ না করায় আপনার প্রদত্ত চেকটি ব্যাংকে জমা প্রদান করিলে তাহা ডিজঅনার হয়। অতএব অত্র নোটিশ প্রাপ্তির ৩০ (ত্রিশ) দিনের মধ্যে পাওনা টাকা পরিশোধ করিতে আপনাকে অনুরোধ করা গেল, অন্যথায় আপনার বিরুদ্ধে দি নেগোশিয়েবল ইনস্ট্রুমেন্ট এ্যাক্ট ১৮৮১ এর ১৩৮ ধারা মোতাবেক আইনগত ব্যবস্থা গ্রহণ করা হইবে। বিঃ দ্রঃ অত্র নোটিশের ০১ কপি আমার সেরেস্তায় ভবিষ্যতের জন্য সংরক্ষিত রহিল। জনাব, এতদ্বারা আমার মোয়াক্কেল সংস্থা আশা, সিরাজগঞ্জ শাখা এর পক্ষে ক্ষমতাপ্রাপ্ত হইয়া আপনাকে নিম্নোক্ত বিষয়ে লিগ্যাল নোটিশ প্রদান করিতেছি যে, আপনি আমার মোয়াক্কেল সংস্থা হইতে ঋণ গ্রহণ করিয়া নির্ধারিত সময়ে পরিশোধ না করায় আপনার প্রদত্ত চেকটি ব্যাংকে জমা প্রদান করিলে তাহা ডিজঅনার হয়। অতএব অত্র নোটিশ প্রাপ্তির ৩০ (ত্রিশ) দিনের মধ্যে পাওনা টাকা পরিশোধ করিতে আপনাকে অনুরোধ করা গেল, অন্যথায় আপনার বিরুদ্ধে দি নেগোশিয়েবল ইনস্ট্রুমেন্ট এ্যাক্ট ১৮৮১ এর ১৩৮ ধারা মোতাবেক আইনগত ব্যবস্থা গ্রহণ করা হইবে। বিঃ দ্রঃ অত্র নোটিশের ০১ কপি আমার সেরেস্তায় ভবিষ্যতের জন্য সংরক্ষিত রহিল। জনাব, এতদ্বারা আমার মোয়াক্কেল সংস্থা আশা, সিরাজগঞ্জ শাখা এর পক্ষে ক্ষমতাপ্রাপ্ত হইয়া আপনাকে নিম্নোক্ত বিষয়ে লিগ্যাল নোটিশ প্রদান করিতেছি যে, আপনি আমার মোয়াক্কেল সংস্থা হইতে ঋণ গ্রহণ করিয়া নির্ধারিত সময়ে পরিশোধ না করায় আপনার প্রদত্ত চেকটি ব্যাংকে জমা প্রদান করিলে তাহা ডিজঅনার হয়। অতএব অত্র নোটিশ প্রাপ্তির ৩০ (ত্রিশ) দিনের মধ্যে পাওনা টাকা পরিশোধ করিতে আপনাকে অনুরোধ করা গেল, অন্যথায় আপনার বিরুদ্ধে দি নেগোশিয়েবল ইনস্ট্রুমেন্ট এ্যাক্ট ১৮৮১ এর ১৩৮ ধারা মোতাবেক আইনগত ব্যবস্থা গ্রহণ করা হইবে। বিঃ দ্রঃ অত্র নোটিশের ০১ কপি আমার সেরেস্তায় ভবিষ্যতের জন্য সংরক্ষিত রহিল। জনাব, এতদ্বারা আমার মোয়াক্কেল সংস্থা আশা, সিরাজগঞ্জ শাখা এর পক্ষে ক্ষমতাপ্রাপ্ত হইয়া আপনাকে নিম্নোক্ত বিষয়ে লিগ্যাল নোটিশ প্রদান করিতেছি যে, আপনি আমার মোয়াক্কেল সংস্থা হইতে ঋণ গ্রহণ করিয়া নির্ধারিত সময়ে পরিশোধ না করায় আপনার প্রদত্ত চেকটি ব্যাংকে জমা প্রদান করিলে তাহা ডিজঅনার হয়। অতএব অত্র নোটিশ প্রাপ্তির ৩০ (ত্রিশ) দিনের মধ্যে পাওনা টাকা পরিশোধ করিতে আপনাকে অনুরোধ করা গেল, অন্যথায় আপনার বিরুদ্ধে দি নেগোশিয়েবল ইনস্ট্রুমেন্ট এ্যাক্ট ১৮৮১ এর ১৩৮ ধারা মোতাবেক আইনগত ব্যবস্থা গ্রহণ করা হইবে। বিঃ দ্রঃ অত্র নোটিশের ০১ কপি আমার সেরেস্তায় ভবিষ্যতের জন্য সংরক্ষিত রহিল।	[379, 1097, 685, 1712]
notice-body: প্রাপক: মোঃ খোকন সরকার জনাব, এতদ্বারা আমার মোয়াক্কেল সংস্থা আশা, সিরাজগঞ্জ শাখা এর পক্ষে ক্ষমতাপ্রাপ্ত হইয়া আপনাকে নিম্নোক্ত বিষয়ে লিগ্যাল নোটিশ প্রদান করিতেছি যে, আপনি আমার মোয়াক্কেল সংস্থা হইতে ঋণ গ্রহণ করিয়া নির্ধারিত সময়ে পরিশোধ না করায় আপনার প্রদত্ত চেকটি ব্যাংকে জমা প্রদান করিলে তাহা ডিজঅনার হয়। অতএব অত্র নোটিশ প্রাপ্তির ৩০ (ত্রিশ) দিনের মধ্যে পাওনা টাকা পরিশোধ করিতে আপনাকে অনুরোধ করা গেল, অন্যথায় আপনার বিরুদ্ধে দি নেগোশিয়েবল ইনস্ট্রুমেন্ট এ্যাক্ট ১৮৮১ এর ১৩৮ ধারা মোতাবেক আইনগত ব্যবস্থা গ্রহণ করা হইবে। বিঃ দ্রঃ অত্র নোটিশের ০১ কপি আমার সেরেস্তায় ভবিষ্যতের জন্য সংরক্ষিত রহিল। Payable at any Branch in Bangladesh (120881875) CAN 4012835 0210126323811 জনাব, এতদ্বারা আমার মোয়াক্কেল সংস্থা আশা, সিরাজগঞ্জ শাখা এর পক্ষে ক্ষমতাপ্রাপ্ত হইয়া আপনাকে নিম্নোক্ত বিষয়ে লিগ্যাল নোটিশ প্রদান করিতেছি যে, আপনি আমার মোয়াক্কেল সংস্থা হইতে ঋণ গ্রহণ করিয়া নির্ধারিত সময়ে পরিশোধ না করায় আপনার প্রদত্ত চেকটি ব্যাংকে জমা প্রদান করিলে তাহা ডিজঅনার হয়। অতএব অত্র নোটিশ প্রাপ্তির ৩০ (ত্রিশ) দিনের মধ্যে পাওনা টাকা পরিশোধ করিতে আপনাকে অনুরোধ করা গেল, অন্যথায় আপনার বিরুদ্ধে দি নেগোশিয়েবল ইনস্ট্রুমেন্ট এ্যাক্ট ১৮৮১ এর ১৩৮ ধারা মোতাবেক আইনগত ব্যবস্থা গ্রহণ করা হইবে। বিঃ দ্রঃ অত্র নোটিশের ০১ কপি আমার সেরেস্তায় ভবিষ্যতের জন্য সংরক্ষিত রহিল। জনাব, এতদ্বারা আমার মোয়াক্কেল সংস্থা আশা, সিরাজগঞ্জ শাখা এর পক্ষে ক্ষমতাপ্রাপ্ত হইয়া আপনাকে নিম্নোক্ত বিষয়ে লিগ্যাল নোটিশ প্রদান করিতেছি যে, আপনি আমার মোয়াক্কেল সংস্থা হইতে ঋণ গ্রহণ করিয়া নির্ধারিত সময়ে পরিশোধ না করায় আপনার প্রদত্ত চেকটি ব্যাংকে জমা প্রদান করিলে তাহা ডিজঅনার হয়। অতএব অত্র নোটিশ প্রাপ্তির ৩০ (ত্রিশ) দিনের মধ্যে পাওনা টাকা পরিশোধ করিতে আপনাকে অনুরোধ করা গেল, অন্যথায় আপনার বিরুদ্ধে দি নেগোশিয়েবল ইনস্ট্রুমেন্ট এ্যাক্ট ১৮৮১ এর ১৩৮ ধারা মোতাবেক আইনগত ব্যবস্থা গ্রহণ করা হইবে। বিঃ দ্রঃ অত্র নোটিশের ০১ কপি আমার সেরেস্তায় ভবিষ্যতের জন্য সংরক্ষিত রহিল। জনাব, এতদ্বারা আমার মোয়াক্কেল সংস্থা আশা, সিরাজগঞ্জ শাখা এর পক্ষে ক্ষমতাপ্রাপ্ত হইয়া আপনাকে নিম্নোক্ত বিষয়ে লিগ্যাল নোটিশ প্রদান করিতেছি যে, আপনি আমার মোয়াক্কেল সংস্থা হইতে ঋণ গ্রহণ করিয়া নির্ধারিত সময়ে পরিশোধ না করায় আপনার প্রদত্ত চেকটি ব্যাংকে জমা প্রদান করিলে তাহা ডিজঅনার হয়। অতএব অত্র নোটিশ প্রাপ্তির ৩০ (ত্রিশ) দিনের মধ্যে পাওনা টাকা পরিশোধ করিতে আপনাকে অনুরোধ করা গেল, অন্যথায় আপনার বিরুদ্ধে দি নেগোশিয়েবল ইনস্ট্রুমেন্ট এ্যাক্ট ১৮৮১ এর ১৩৮ ধারা মোতাবেক আইনগত ব্যবস্থা গ্রহণ করা হইবে। বিঃ দ্রঃ অত্র নোটিশের ০১ কপি আমার সেরেস্তায় ভবিষ্যতের জন্য সংরক্ষিত রহিল। জনাব, এতদ্বারা আমার মোয়াক্কেল সংস্থা আশা, সিরাজগঞ্জ শাখা এর পক্ষে ক্ষমতাপ্রাপ্ত হইয়া আপনাকে নিম্নোক্ত বিষয়ে লিগ্যাল নোটিশ প্রদান করিতেছি যে, আপনি আমার মোয়াক্কেল সংস্থা হইতে ঋণ গ্রহণ করিয়া নির্ধারিত সময়ে পরিশোধ না করায় আপনার প্রদত্ত চেকটি ব্যাংকে জমা প্রদান করিলে তাহা ডিজঅনার হয়। অতএব অত্র নোটিশ প্রাপ্তির ৩০ (ত্রিশ) দিনের মধ্যে পাওনা টাকা পরিশোধ করিতে আপনাকে অনুরোধ করা গেল, অন্যথায় আপনার বিরুদ্ধে দি নেগোশিয়েবল ইনস্ট্রুমেন্ট এ্যাক্ট ১৮৮১ এর ১৩৮ ধারা মোতাবেক আইনগত ব্যবস্থা গ্রহণ করা হইবে। বিঃ দ্রঃ অত্র নোটিশের ০১ কপি আমার সেরেস্তায় ভবিষ্যতের জন্য সংরক্ষিত রহিল।	[43, 1057, 359, 1610]
notice-signature: মোঃ শামসুল আলম (২) এ্যাডভোকেট, জজ কোর্ট, সিরাজগঞ্জ।	[189, 2069, 355, 2101]
notice-signature: মোঃ শামসুল আলম (২) এ্যাডভোকেট, জজ কোর্ট, সিরাজগঞ্জ।	[839, 2069, 1005, 2101]
section-title: বিজ্ঞাপন	[646, 52, 734, 82]
notice-title-bn: ১৩৮ ধারার বিধান মোতাবেক লিগ্যাল নোটিশ	[37, 159, 365, 193]
court-title-2: সিনিয়র জুডিসিয়াল ম্যাজিস্ট্রেট	[373, 663, 691, 692]
table-header: মামলার নম্বর, ধারা ও ধার্য তারিখ	[461, 903, 576, 944]
notice-banner: লিগ্যাল নোটিশ	[699, 1045, 1015, 1094]
notice-ni-act-1	[36, 92, 366, 997]
notice-signature: (এ্যাড. গাজী এনামুল হক) ১নং জেলা আইনজীবী সমিতি ভবন, যশোর। মোবাইল নং- ০১৭১৬-১৮৭৭৯৫	[1143, 974, 1335, 1025]
court-title-4: ঠাকুরগাঁও	[373, 722, 691, 752]
legal-notice-mid-left	[36, 1004, 366, 2114]
